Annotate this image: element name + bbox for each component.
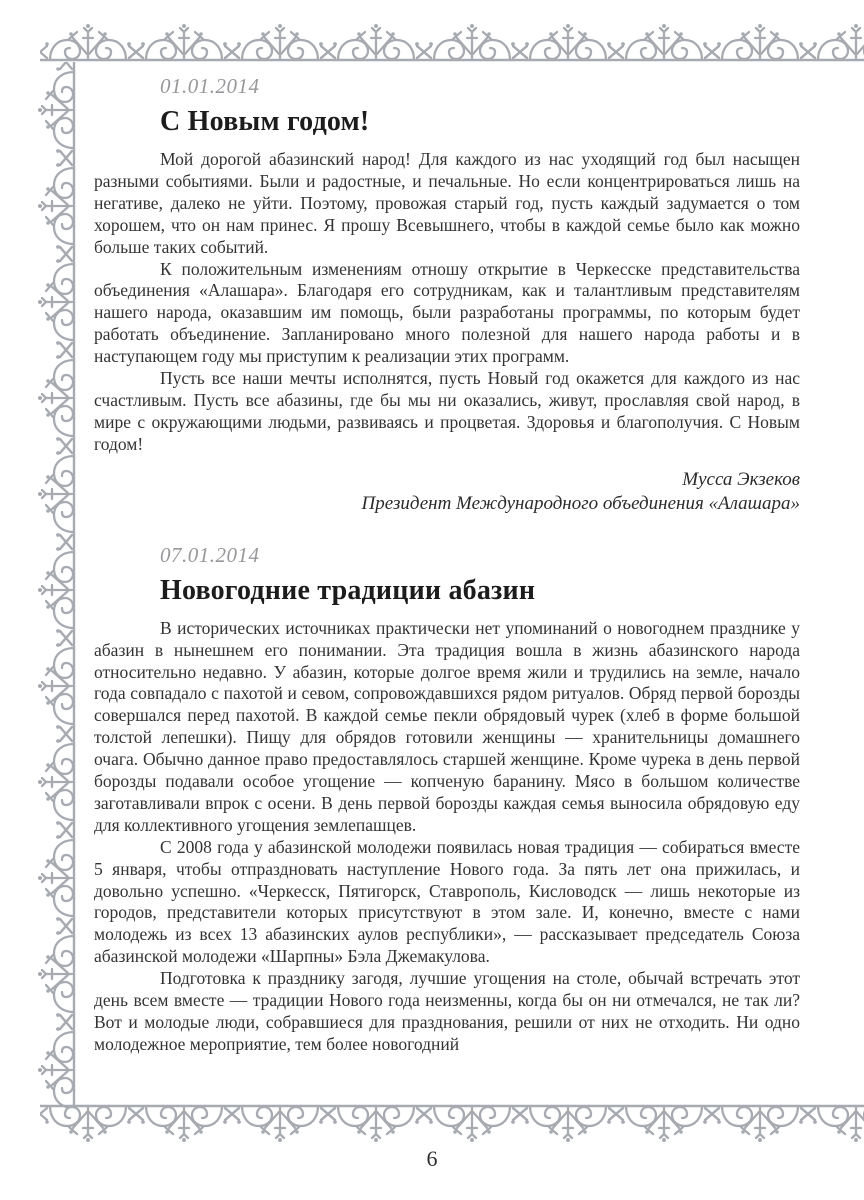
diary-entry <box>94 74 800 516</box>
ornament-border-bottom-icon <box>40 1102 864 1146</box>
page-content <box>94 74 800 1056</box>
entry-date: 07.01.2014 <box>160 542 260 567</box>
signature-block <box>94 468 800 516</box>
signature-role: Президент Международного объединения «Алашара» <box>361 492 800 514</box>
page-number: 6 <box>426 1146 438 1171</box>
paragraph: Мой дорогой абазинский народ! Для каждого из нас уходящий год был насыщен разными событиями. Были и радостные, и печальные. Но если концентрироваться лишь на негативе, далеко не уйти. Поэтому, провожая старый год, пусть каждый задумается о том хорошем, что он нам принес. Я прошу Всевышнего, чтобы в каждой семье было как можно больше таких событий. <box>94 149 800 257</box>
signature-name: Мусса Экзеков <box>682 468 800 490</box>
ornament-border-left-icon <box>34 62 78 1108</box>
entry-title: С Новым годом! <box>160 106 370 137</box>
paragraph: С 2008 года у абазинской молодежи появилась новая традиция — собираться вместе 5 января, чтобы отпраздновать наступление Нового года. За пять лет она прижилась, и довольно успешно. «Черкесск, Пятигорск, Ставрополь, Кисловодск — лишь некоторые из городов, представители которых присутствуют в этом зале. И, конечно, вместе с нами молодежь из всех 13 абазинских аулов республики», — рассказывает председатель Союза абазинской молодежи «Шарпны» Бэла Джемакулова. <box>94 836 800 967</box>
ornament-border-top-icon <box>40 20 864 64</box>
paragraph: Пусть все наши мечты исполнятся, пусть Новый год окажется для каждого из нас счастливым. Пусть все абазины, где бы мы ни оказались, живут, прославляя свой народ, в мире с окружающими людьми, развиваясь и процветая. Здоровья и благополучия. С Новым годом! <box>94 368 800 454</box>
entry-title: Новогодние традиции абазин <box>160 574 536 606</box>
entry-date: 01.01.2014 <box>160 74 260 98</box>
paragraph: Подготовка к празднику загодя, лучшие угощения на столе, обычай встречать этот день всем вместе — традиции Нового года неизменны, когда бы он ни отмечался, не так ли? Вот и молодые люди, собравшиеся для празднования, решили от них не отходить. Ни одно молодежное мероприятие, тем более новогодний <box>94 968 800 1054</box>
paragraph: В исторических источниках практически нет упоминаний о новогоднем празднике у абазин в нынешнем его понимании. Эта традиция вошла в жизнь абазинского народа относительно недавно. У абазин, которые долгое время жили и трудились на земле, начало года совпадало с пахотой и севом, сопровождавшихся рядом ритуалов. Обряд первой борозды совершался перед пахотой. В каждой семье пекли обрядовый чурек (хлеб в форме большой толстой лепешки). Пищу для обрядов готовили женщины — хранительницы домашнего очага. Обычно данное право предоставлялось старшей женщине. Кроме чурека в день первой борозды подавали особое угощение — копченую баранину. Мясо в большом количестве заготавливали впрок с осени. В день первой борозды каждая семья выносила обрядовую еду для коллективного угощения землепашцев. <box>94 617 800 835</box>
paragraph: К положительным изменениям отношу открытие в Черкесске представительства объединения «Алашара». Благодаря его сотрудникам, как и талантливым представителям нашего народа, оказавшим им помощь, были разработаны программы, по которым будет работать объединение. Запланировано много полезной для нашего народа работы и в наступающем году мы приступим к реализации этих программ. <box>94 258 800 367</box>
diary-entry <box>94 543 800 1056</box>
